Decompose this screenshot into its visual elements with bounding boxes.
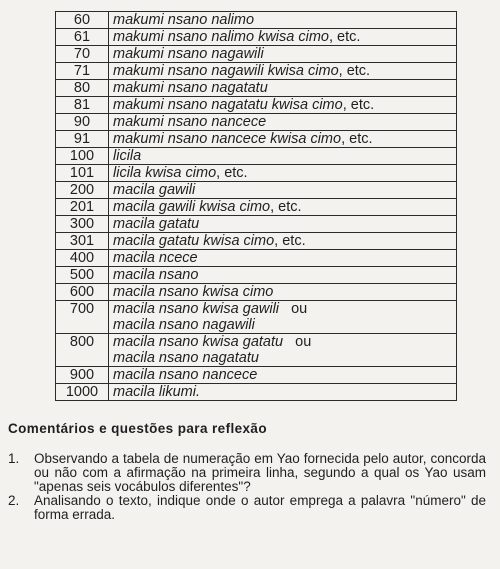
word-suffix: , etc.: [270, 199, 302, 215]
table-body: [56, 12, 457, 401]
table-row: [56, 250, 457, 267]
table-row: [56, 80, 457, 97]
yao-word: makumi nsano nagawili kwisa cimo: [113, 63, 339, 79]
yao-word: makumi nsano nancece kwisa cimo: [113, 131, 342, 147]
question-number: 1.: [8, 451, 20, 466]
numeral-cell: 301: [56, 233, 109, 250]
numeral-cell: 500: [56, 267, 109, 284]
word-suffix: ou: [283, 334, 312, 350]
numeral-cell: 91: [56, 131, 109, 148]
yao-word-cell: [109, 250, 457, 267]
table-row: [56, 165, 457, 182]
numeral-cell: 61: [56, 29, 109, 46]
yao-word: makumi nsano nagatatu kwisa cimo: [113, 97, 343, 113]
yao-word-alternative: macila nsano nagatatu: [113, 350, 259, 366]
yao-word-cell: [109, 29, 457, 46]
yao-word-cell: [109, 384, 457, 401]
numeral-cell: 900: [56, 367, 109, 384]
table-row: [56, 63, 457, 80]
yao-word-cell: [109, 97, 457, 114]
yao-word: macila nsano kwisa cimo: [113, 284, 274, 300]
yao-word: macila gatatu: [113, 216, 200, 232]
numeral-cell: 70: [56, 46, 109, 63]
yao-word-cell: [109, 131, 457, 148]
word-suffix: , etc.: [341, 131, 373, 147]
question-number: 2.: [8, 493, 20, 509]
yao-word: macila likumi.: [113, 384, 201, 400]
yao-word: macila nsano kwisa gatatu: [113, 334, 284, 350]
yao-word-cell: [109, 148, 457, 165]
yao-word-cell: [109, 114, 457, 131]
yao-word-cell: [109, 182, 457, 199]
yao-word-cell: [109, 46, 457, 63]
yao-word: licila kwisa cimo: [113, 165, 217, 181]
table-row: [56, 114, 457, 131]
yao-numeral-table: [55, 11, 457, 401]
table-row: [56, 233, 457, 250]
table-row: [56, 284, 457, 301]
yao-word: makumi nsano nalimo kwisa cimo: [113, 29, 329, 45]
word-suffix: , etc.: [338, 63, 371, 79]
word-suffix: ou: [279, 301, 308, 317]
question-text: Observando a tabela de numeração em Yao fornecida pelo autor, concorda ou não com a afirmação na primeira linha, segundo a qual os Yao usam "apenas seis vocábulos diferentes"?: [34, 451, 486, 494]
numeral-cell: 300: [56, 216, 109, 233]
numeral-cell: 81: [56, 97, 109, 114]
yao-word: macila gawili: [113, 182, 196, 198]
table-row: [56, 148, 457, 165]
yao-word-cell: [109, 284, 457, 301]
numeral-cell: 60: [56, 12, 109, 29]
yao-word-cell: [109, 63, 457, 80]
word-suffix: , etc.: [342, 97, 375, 113]
yao-word: macila nsano: [113, 267, 199, 283]
yao-word-cell: [109, 233, 457, 250]
yao-word: macila gawili kwisa cimo: [113, 199, 271, 215]
yao-word-cell: [109, 12, 457, 29]
table-row: [56, 46, 457, 63]
table-row: [56, 29, 457, 46]
question-item: [8, 452, 486, 493]
table-row: [56, 267, 457, 284]
word-suffix: , etc.: [328, 29, 361, 45]
yao-word-cell: [109, 80, 457, 97]
yao-word: makumi nsano nalimo: [113, 12, 255, 28]
question-list: [8, 452, 486, 523]
numeral-cell: 71: [56, 63, 109, 80]
question-item: [8, 494, 486, 522]
table-row: [56, 334, 457, 367]
table-row: [56, 301, 457, 334]
table-row: [56, 216, 457, 233]
yao-word: macila nsano nancece: [113, 367, 258, 383]
numeral-cell: 101: [56, 165, 109, 182]
yao-word-cell: [109, 165, 457, 182]
yao-word-cell: [109, 301, 457, 334]
numeral-cell: 1000: [56, 384, 109, 401]
table-row: [56, 182, 457, 199]
yao-word: macila ncece: [113, 250, 198, 266]
yao-word: makumi nsano nancece: [113, 114, 267, 130]
yao-word-cell: [109, 199, 457, 216]
yao-word-cell: [109, 267, 457, 284]
numeral-cell: 100: [56, 148, 109, 165]
section-title: Comentários e questões para reflexão: [8, 421, 267, 436]
table-row: [56, 199, 457, 216]
table-row: [56, 131, 457, 148]
numeral-cell: 90: [56, 114, 109, 131]
numeral-cell: 400: [56, 250, 109, 267]
numeral-cell: 200: [56, 182, 109, 199]
numeral-cell: 600: [56, 284, 109, 301]
yao-word: makumi nsano nagawili: [113, 46, 264, 62]
word-suffix: , etc.: [216, 165, 248, 181]
table-row: [56, 97, 457, 114]
yao-word-cell: [109, 367, 457, 384]
numeral-cell: 80: [56, 80, 109, 97]
table-row: [56, 12, 457, 29]
yao-word: macila gatatu kwisa cimo: [113, 233, 275, 249]
numeral-cell: 800: [56, 334, 109, 367]
question-text: Analisando o texto, indique onde o autor emprega a palavra "número" de forma errada.: [34, 493, 486, 523]
yao-word-cell: [109, 216, 457, 233]
yao-word-cell: [109, 334, 457, 367]
yao-word-alternative: macila nsano nagawili: [113, 317, 255, 333]
table-row: [56, 367, 457, 384]
word-suffix: , etc.: [274, 233, 306, 249]
yao-word: macila nsano kwisa gawili: [113, 301, 280, 317]
yao-word: makumi nsano nagatatu: [113, 80, 268, 96]
yao-word: licila: [113, 148, 142, 164]
numeral-cell: 700: [56, 301, 109, 334]
table-row: [56, 384, 457, 401]
numeral-cell: 201: [56, 199, 109, 216]
